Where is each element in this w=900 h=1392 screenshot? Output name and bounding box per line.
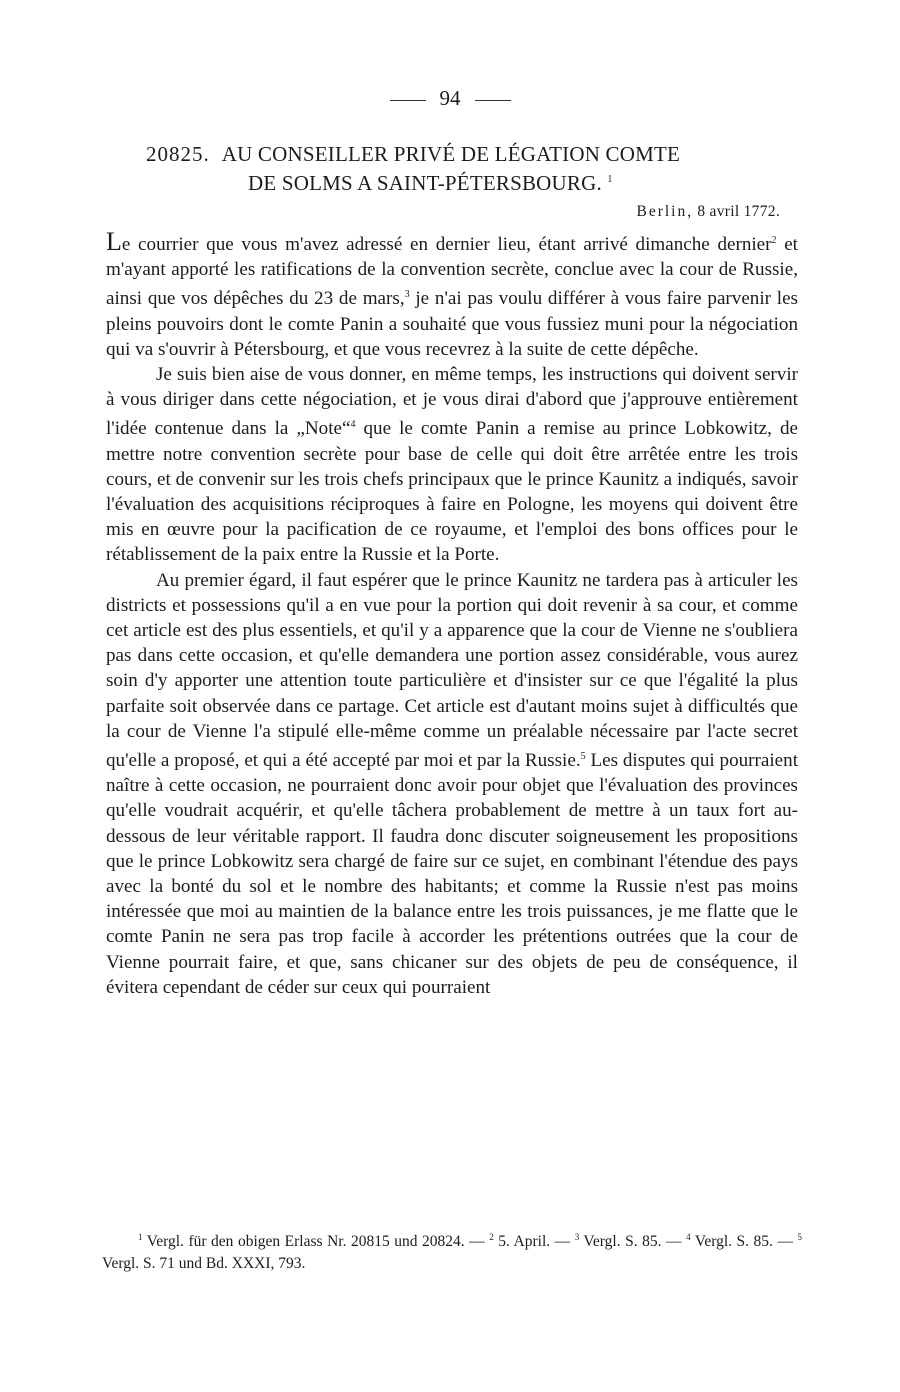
heading-line-2-wrap	[146, 167, 806, 196]
date-place: Berlin,	[636, 203, 694, 220]
page-number: 94	[439, 86, 461, 110]
footnote-mark-2: 2	[489, 1232, 494, 1242]
paragraph-3-text-b: Les disputes qui pourraient naître à cette occasion, ne pourraient donc avoir pour objet que l'évaluation des provinces qu'elle voudrait acquérir, et qu'elle tâchera probablement de mettre à un taux fort au-dessous de leur véritable rapport. Il faudra donc discuter soigneusement les propositions que le prince Lobkowitz sera chargé de faire sur ce sujet, en combinant l'étendue des pays avec la bonté du sol et le nombre des habitants; et comme la Russie n'est pas moins intéressée que moi au maintien de la balance entre les trois puissances, je me flatte que le comte Panin ne sera pas trop facile à accorder les prétentions outrées que la cour de Vienne pourrait faire, et que, sans chicaner sur des objets de peu de conséquence, il évitera cependant de céder sur ceux qui pourraient	[106, 750, 798, 998]
heading-line-2: DE SOLMS A SAINT-PÉTERSBOURG.	[248, 171, 602, 195]
paragraph-3	[106, 568, 798, 1000]
page-number-left-dash	[390, 100, 426, 101]
paragraph-2-text-a: Je suis bien aise de vous donner, en même temps, les instructions qui doivent servir à vous diriger dans cette négociation, et je vous dirai d'abord que j'approuve entièrement l'idée contenue dans la „Note“	[106, 364, 798, 440]
page-number-line	[0, 86, 900, 111]
paragraph-1-text-c: je n'ai pas voulu différer à vous faire parvenir les pleins pouvoirs dont le comte Panin a souhaité que vous fussiez muni pour la négociation qui va s'ouvrir à Pétersbourg, et que vous recevrez à la suite de cette dépêche.	[106, 288, 798, 360]
paragraph-3-text-a: Au premier égard, il faut espérer que le prince Kaunitz ne tardera pas à articuler les districts et possessions qu'il a en vue pour la portion qui doit revenir à sa cour, et comme cet article est des plus essentiels, et qu'il y a apparence que la cour de Vienne ne s'oubliera pas dans cette occasion, et qu'elle demandera une portion assez considérable, vous aurez soin d'y apporter une attention toute particulière et d'insister sur ce que l'égalité la plus parfaite soit observée dans ce partage. Cet article est d'autant moins sujet à difficultés que la cour de Vienne l'a stipulé elle-même comme un préalable nécessaire par l'acte secret qu'elle a proposé, et qui a été accepté par moi et par la Russie.	[106, 569, 798, 772]
letter-body	[106, 228, 798, 1000]
footnote-ref-2: 2	[771, 235, 777, 246]
page-number-right-dash	[475, 100, 511, 101]
paragraph-1-text-a: e courrier que vous m'avez adressé en dernier lieu, étant arrivé dimanche dernier	[121, 234, 772, 255]
footnote-text-4: Vergl. S. 85. —	[690, 1233, 798, 1250]
paragraph-2	[106, 362, 798, 568]
footnote-mark-3: 3	[574, 1232, 580, 1242]
footnote-text-5: Vergl. S. 71 und Bd. XXXI, 793.	[102, 1255, 306, 1272]
footnote-text-3: Vergl. S. 85. —	[579, 1233, 687, 1250]
footnote-mark-5: 5	[797, 1232, 802, 1242]
footnote-ref-4: 4	[350, 419, 356, 431]
footnote-ref-5: 5	[580, 751, 586, 763]
footnote-mark-1: 1	[138, 1232, 143, 1242]
heading-line-1: AU CONSEILLER PRIVÉ DE LÉGATION COMTE	[221, 142, 681, 166]
date-text: 8 avril 1772.	[697, 203, 780, 220]
heading-footnote-mark: 1	[607, 174, 613, 185]
paragraph-1	[106, 228, 798, 362]
drop-cap: L	[106, 227, 122, 256]
dateline	[637, 203, 781, 221]
footnotes	[102, 1226, 802, 1275]
paragraph-1-text-b: et m'ayant apporté les ratifications de la convention secrète, conclue avec la cour de Russie, ainsi que vos dépêches du 23 de mars,	[106, 234, 798, 310]
letter-heading	[146, 142, 806, 196]
footnote-text-1: Vergl. für den obigen Erlass Nr. 20815 und 20824. —	[142, 1233, 490, 1250]
paragraph-2-text-b: que le comte Panin a remise au prince Lobkowitz, de mettre notre convention secrète pour base de celle qui doit être arrêtée entre les trois cours, et de convenir sur les trois chefs principaux que le prince Kaunitz a indiqués, savoir l'évaluation des acquisitions réciproques à faire en Pologne, les moyens qui doivent être mis en œuvre pour la pacification de ce royaume, et l'emploi des bons offices pour le rétablissement de la paix entre la Russie et la Porte.	[106, 418, 798, 566]
document-number: 20825.	[146, 142, 210, 166]
footnote-ref-3: 3	[404, 289, 410, 301]
footnote-mark-4: 4	[686, 1232, 691, 1242]
footnote-text-2: 5. April. —	[493, 1233, 575, 1250]
